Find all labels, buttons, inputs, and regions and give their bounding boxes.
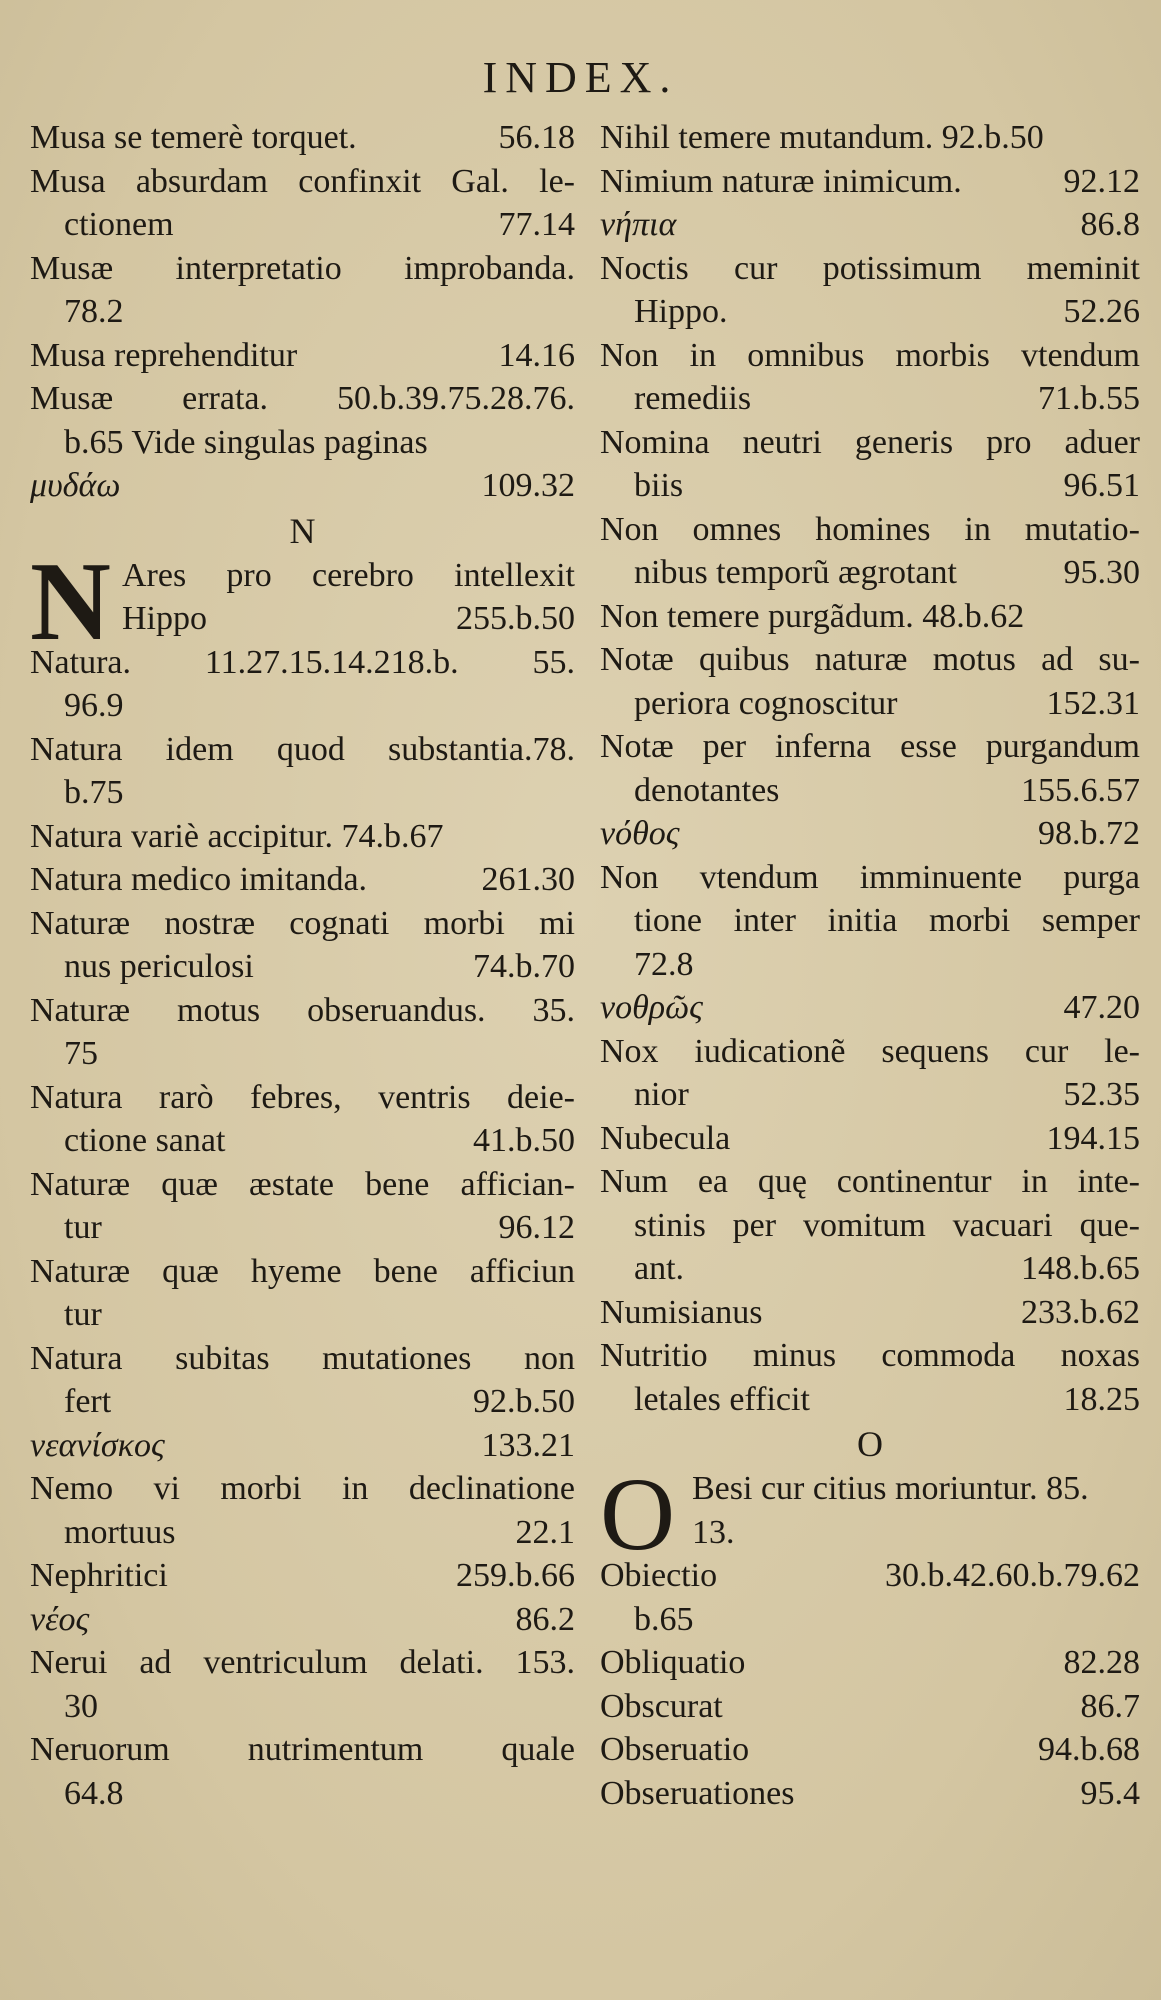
index-term: Nimium naturæ inimicum. [600, 162, 962, 200]
index-entry [30, 1467, 575, 1554]
index-line: Naturæ quæ hyeme bene afficiun [30, 1252, 575, 1290]
page-ref: 148.b.65 [1021, 1250, 1140, 1287]
index-line: Non in omnibus morbis vtendum [600, 336, 1140, 374]
index-line: Naturæ nostræ cognati morbi mi [30, 904, 575, 942]
index-term: Obscurat [600, 1687, 723, 1725]
page-ref: 14.16 [498, 336, 575, 374]
index-entry [600, 1685, 1140, 1729]
right-column [600, 116, 1140, 1815]
drop-cap-o: O [600, 1457, 676, 1572]
index-line [600, 551, 1140, 595]
index-line [30, 684, 575, 728]
section-letter-n: N [289, 510, 316, 551]
index-line [30, 858, 575, 902]
index-line [600, 1598, 1140, 1642]
right-entries [600, 1554, 1140, 1815]
index-term: 72.8 [634, 945, 694, 983]
index-entry [30, 815, 575, 859]
index-line [600, 1247, 1140, 1291]
index-line: Natura subitas mutationes non [30, 1339, 575, 1377]
index-term: fert [64, 1383, 112, 1420]
index-line: Obiectio 30.b.42.60.b.79.62 [600, 1557, 1140, 1594]
page-ref: 96.12 [498, 1209, 575, 1246]
index-term: nibus temporũ ægrotant [634, 554, 957, 591]
index-entry [600, 247, 1140, 334]
index-line: Natura idem quod substantia.78. [30, 730, 575, 768]
index-line [600, 1117, 1140, 1161]
index-entry [30, 464, 575, 508]
index-line: Naturæ quæ æstate bene affician- [30, 1165, 575, 1203]
index-entry [30, 1424, 575, 1468]
index-entry [30, 116, 575, 160]
index-line: Non omnes homines in mutatio- [600, 510, 1140, 548]
index-term: Natura medico imitanda. [30, 861, 368, 898]
page-ref: 52.26 [1063, 293, 1140, 330]
index-line: Musæ errata. 50.b.39.75.28.76. [30, 380, 575, 417]
page-ref: 74.b.70 [473, 948, 575, 985]
index-entry [30, 377, 575, 464]
index-entry [600, 203, 1140, 247]
index-term: 78.2 [64, 293, 124, 330]
index-line: Nemo vi morbi in declinatione [30, 1470, 575, 1507]
page-ref: 92.b.50 [473, 1383, 575, 1420]
index-entry [30, 1337, 575, 1424]
page-ref: 95.30 [1063, 554, 1140, 591]
index-term: ctionem [64, 206, 174, 243]
index-line [30, 464, 575, 508]
page-ref: 47.20 [1063, 989, 1140, 1026]
index-entry [30, 1163, 575, 1250]
index-term: 13. [692, 1513, 735, 1551]
index-line [600, 682, 1140, 726]
page-ref: 98.b.72 [1038, 815, 1140, 852]
page-ref: 86.2 [515, 1600, 575, 1638]
index-term: 96.9 [64, 687, 124, 724]
index-term: Besi cur citius moriuntur. 85. [692, 1470, 1089, 1507]
index-line: Notæ quibus naturæ motus ad su- [600, 641, 1140, 678]
page-ref: 194.15 [1046, 1119, 1140, 1157]
index-line: Naturæ motus obseruandus. 35. [30, 991, 575, 1029]
page-ref: 18.25 [1063, 1380, 1140, 1418]
index-entry [600, 421, 1140, 508]
index-line [30, 1598, 575, 1642]
index-term: b.65 Vide singulas paginas [64, 423, 428, 461]
index-term: b.65 [634, 1600, 694, 1638]
index-term: mortuus [64, 1513, 176, 1551]
right-entries-top [600, 116, 1140, 1421]
page-ref: 92.12 [1063, 162, 1140, 200]
index-line [600, 1685, 1140, 1729]
index-entry [600, 1772, 1140, 1816]
index-entry [600, 856, 1140, 987]
index-line [600, 986, 1140, 1030]
index-line [600, 1641, 1140, 1685]
index-line [600, 1378, 1140, 1422]
index-line [600, 769, 1140, 813]
page-ref: 86.8 [1080, 206, 1140, 243]
index-line [600, 1291, 1140, 1335]
page-ref: 82.28 [1063, 1644, 1140, 1681]
index-line [600, 290, 1140, 334]
index-term: νεανίσκος [30, 1426, 165, 1464]
section-letter-o: O [857, 1424, 883, 1464]
index-entry [600, 1117, 1140, 1161]
index-term: Hippo. [634, 293, 728, 330]
drop-cap-entry-o [600, 1457, 1140, 1572]
index-line: Non vtendum imminuente purga [600, 858, 1140, 896]
index-line [600, 595, 1140, 639]
index-line [600, 1511, 1140, 1555]
index-term: νήπια [600, 206, 677, 243]
index-term: νοθρῶς [600, 989, 703, 1026]
index-term: νέος [30, 1600, 90, 1638]
index-entry [30, 641, 575, 728]
index-entry [30, 1641, 575, 1728]
index-line [600, 943, 1140, 987]
index-line [30, 1424, 575, 1468]
index-term: ant. [634, 1250, 685, 1287]
index-line: stinis per vomitum vacuari que- [634, 1206, 1140, 1244]
index-line [30, 203, 575, 247]
index-entry [30, 989, 575, 1076]
index-entry [600, 160, 1140, 204]
index-line: Nerui ad ventriculum delati. 153. [30, 1644, 575, 1681]
index-entry [30, 1598, 575, 1642]
index-term: 64.8 [64, 1774, 124, 1812]
index-line: Nox iudicationẽ sequens cur le- [600, 1032, 1140, 1070]
index-term: remediis [634, 380, 752, 417]
index-line [30, 815, 575, 859]
index-term: Hippo [122, 600, 207, 637]
page-ref: 96.51 [1063, 467, 1140, 504]
index-line: Num ea quę continentur in inte- [600, 1163, 1140, 1200]
index-term: Nubecula [600, 1119, 731, 1157]
index-term: νόθος [600, 815, 680, 852]
index-line [30, 1293, 575, 1337]
index-line [600, 116, 1140, 160]
index-term: tur [64, 1209, 102, 1246]
index-entry [600, 1554, 1140, 1641]
index-line: Notæ per inferna esse purgandum [600, 728, 1140, 765]
index-entry [600, 116, 1140, 160]
index-entry [600, 812, 1140, 856]
index-term: Musa reprehenditur [30, 336, 298, 374]
page-ref: 77.14 [498, 206, 575, 243]
index-entry [30, 1250, 575, 1337]
index-entry [600, 334, 1140, 421]
index-line: Noctis cur potissimum meminit [600, 249, 1140, 287]
index-line [600, 1772, 1140, 1816]
index-entry [600, 1728, 1140, 1772]
index-term: Musa se temerè torquet. [30, 119, 357, 156]
index-line [30, 1511, 575, 1555]
index-entry [30, 1076, 575, 1163]
index-line [30, 945, 575, 989]
index-line: Ares pro cerebro intellexit [122, 556, 575, 594]
index-entry [600, 1334, 1140, 1421]
left-entries-top [30, 116, 575, 508]
index-line: Natura rarò febres, ventris deie- [30, 1078, 575, 1116]
page-ref: 52.35 [1063, 1076, 1140, 1113]
index-entry [30, 160, 575, 247]
index-line [600, 464, 1140, 508]
index-line [30, 1554, 575, 1598]
index-line [600, 160, 1140, 204]
left-column [30, 116, 575, 1815]
page-ref: 261.30 [481, 861, 575, 898]
index-line [30, 597, 575, 641]
page-ref: 155.6.57 [1021, 771, 1140, 809]
index-line [30, 116, 575, 160]
page-ref: 133.21 [481, 1426, 575, 1464]
index-term: ctione sanat [64, 1122, 226, 1159]
index-line [30, 1685, 575, 1729]
index-line: Neruorum nutrimentum quale [30, 1731, 575, 1768]
index-term: Obseruationes [600, 1774, 795, 1812]
index-entry [30, 858, 575, 902]
index-line [600, 1073, 1140, 1117]
index-line [600, 812, 1140, 856]
index-entry [30, 334, 575, 378]
index-line: Natura. 11.27.15.14.218.b. 55. [30, 643, 575, 681]
index-term: Non temere purgãdum. 48.b.62 [600, 597, 1025, 635]
page-ref: 95.4 [1080, 1774, 1140, 1812]
index-term: b.75 [64, 774, 124, 811]
index-entry [30, 902, 575, 989]
index-line [30, 334, 575, 378]
page-ref: 152.31 [1046, 684, 1140, 722]
index-entry [600, 725, 1140, 812]
index-line [30, 1119, 575, 1163]
index-line: Musæ interpretatio improbanda. [30, 249, 575, 287]
index-line [600, 377, 1140, 421]
page-ref: 71.b.55 [1038, 380, 1140, 417]
page-ref: 259.b.66 [456, 1557, 575, 1594]
index-line [600, 1728, 1140, 1772]
page-ref: 41.b.50 [473, 1122, 575, 1159]
index-line [30, 421, 575, 465]
index-term: denotantes [634, 771, 780, 809]
page-ref: 94.b.68 [1038, 1731, 1140, 1768]
index-term: biis [634, 467, 684, 504]
index-term: nus periculosi [64, 948, 254, 985]
index-entry [600, 595, 1140, 639]
drop-cap-n: N [30, 539, 111, 664]
index-line [30, 771, 575, 815]
index-term: Numisianus [600, 1293, 763, 1331]
index-term: 75 [64, 1035, 98, 1072]
index-term: Natura variè accipitur. 74.b.67 [30, 817, 444, 855]
index-entry [600, 1641, 1140, 1685]
index-term: 30 [64, 1687, 98, 1725]
index-line [30, 1032, 575, 1076]
index-line: Nomina neutri generis pro aduer [600, 423, 1140, 461]
index-term: Nihil temere mutandum. 92.b.50 [600, 119, 1044, 156]
left-entries [30, 641, 575, 1816]
page-ref: 233.b.62 [1021, 1293, 1140, 1331]
index-line [30, 1772, 575, 1816]
page-header: INDEX. [482, 53, 679, 102]
index-term: letales efficit [634, 1380, 810, 1418]
page-ref: 109.32 [481, 467, 575, 504]
index-entry [600, 1030, 1140, 1117]
index-entry [600, 1291, 1140, 1335]
index-term: tur [64, 1296, 102, 1333]
index-line [30, 1380, 575, 1424]
index-entry [30, 247, 575, 334]
index-entry [600, 508, 1140, 595]
index-term: Nephritici [30, 1557, 168, 1594]
index-term: nior [634, 1076, 689, 1113]
index-entry [600, 1160, 1140, 1291]
index-term: Obliquatio [600, 1644, 746, 1681]
index-line: Musa absurdam confinxit Gal. le- [30, 162, 575, 200]
index-line [600, 203, 1140, 247]
index-term: periora cognoscitur [634, 684, 898, 722]
index-line [30, 290, 575, 334]
index-line: Nutritio minus commoda noxas [600, 1337, 1140, 1374]
page-ref: 56.18 [498, 119, 575, 156]
index-line [600, 1467, 1140, 1511]
index-term: μυδάω [30, 467, 121, 504]
index-entry [600, 638, 1140, 725]
page-ref: 86.7 [1080, 1687, 1140, 1725]
index-entry [600, 986, 1140, 1030]
index-term: Obseruatio [600, 1731, 750, 1768]
index-entry [30, 1728, 575, 1815]
index-line [30, 1206, 575, 1250]
index-entry [30, 1554, 575, 1598]
index-line: tione inter initia morbi semper [634, 902, 1140, 939]
page-ref: 22.1 [515, 1513, 575, 1551]
index-entry [30, 728, 575, 815]
page-ref: 255.b.50 [456, 600, 575, 637]
